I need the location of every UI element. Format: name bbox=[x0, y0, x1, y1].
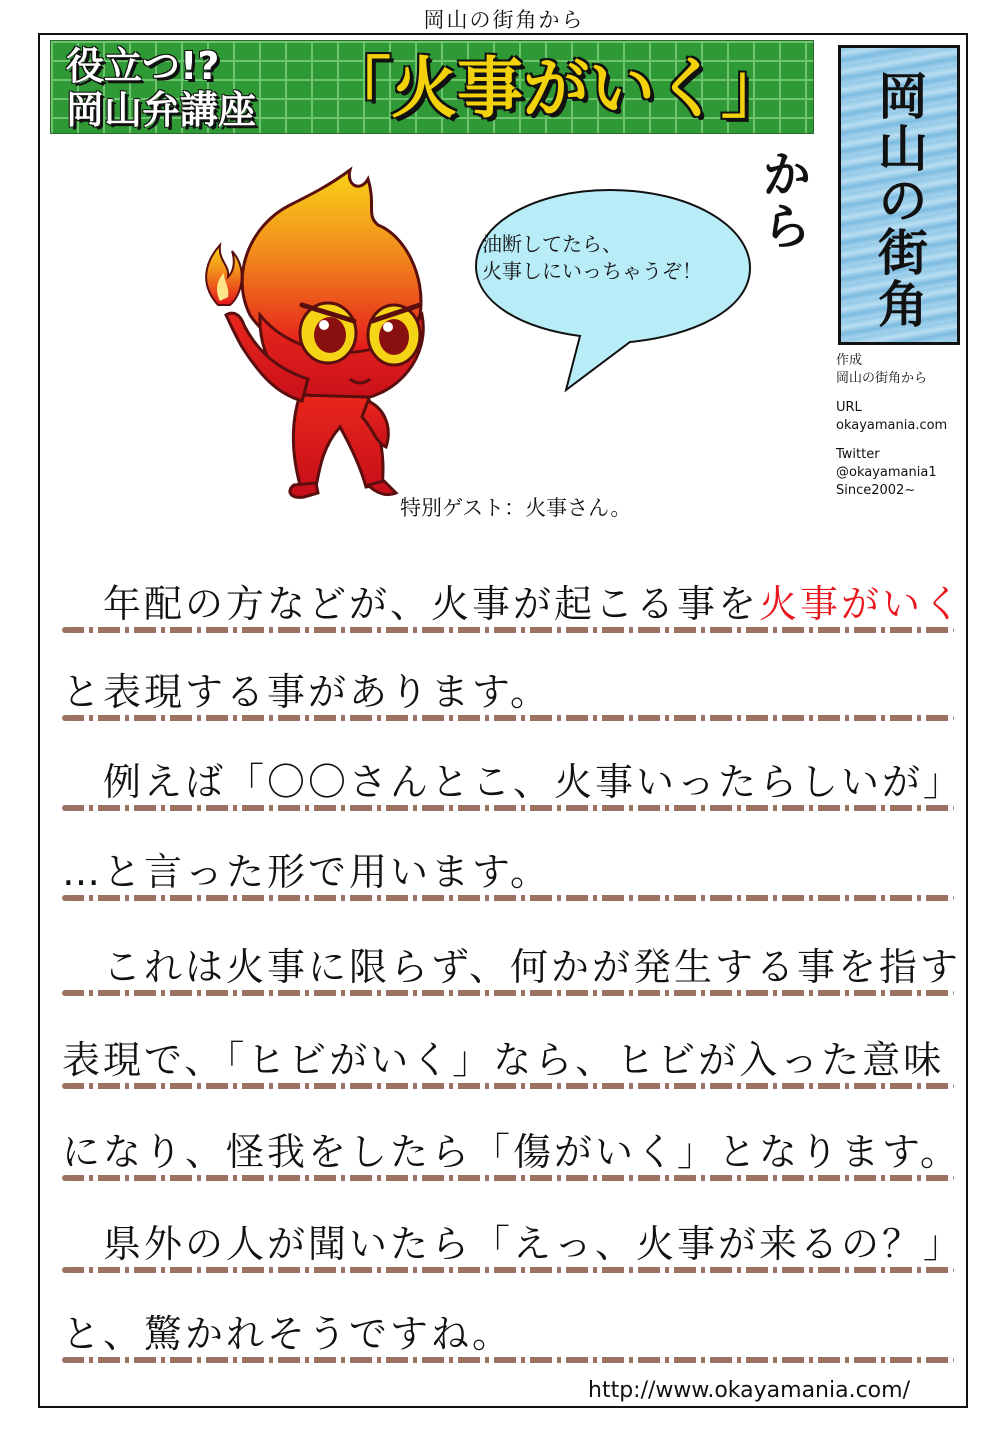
speech-bubble bbox=[460, 186, 760, 396]
banner-main-title: 「火事がいく」 bbox=[325, 50, 787, 127]
speech-line-2: 火事しにいっちゃうぞ！ bbox=[482, 259, 702, 283]
ruled-line bbox=[62, 627, 954, 633]
ruled-line bbox=[62, 895, 954, 901]
credits-author: 岡山の街角から bbox=[836, 371, 928, 386]
credits-url-label: URL bbox=[836, 400, 862, 415]
banner-subtitle bbox=[66, 44, 256, 132]
banner-subtitle-line1: 役立つ!? bbox=[66, 44, 220, 88]
ruled-line bbox=[62, 1357, 954, 1363]
speech-line-1: 油断してたら、 bbox=[482, 232, 622, 256]
ruled-line bbox=[62, 805, 954, 811]
ruled-line bbox=[62, 715, 954, 721]
credits-author-label: 作成 bbox=[836, 353, 863, 368]
body-line-9: と、驚かれそうですね。 bbox=[62, 1312, 514, 1356]
guest-caption: 特別ゲスト：火事さん。 bbox=[400, 496, 632, 520]
body-line-4: …と言った形で用います。 bbox=[62, 850, 551, 894]
body-line-7: になり、怪我をしたら「傷がいく」となります。 bbox=[62, 1130, 961, 1174]
credits-block bbox=[836, 352, 947, 500]
body-line-2: と表現する事があります。 bbox=[62, 670, 551, 714]
page-header-title: 岡山の街角から bbox=[423, 8, 585, 32]
side-title-panel bbox=[754, 45, 960, 345]
body-line-6: 表現で、「ヒビがいく」なら、ヒビが入った意味 bbox=[62, 1038, 945, 1082]
ruled-line bbox=[62, 1083, 954, 1089]
footer-url: http://www.okayamania.com/ bbox=[588, 1378, 910, 1403]
credits-twitter-label: Twitter bbox=[836, 447, 880, 462]
body-line-1-text: 年配の方などが、火事が起こる事を bbox=[62, 582, 760, 626]
body-line-8: 県外の人が聞いたら「えっ、火事が来るの？」 bbox=[62, 1222, 965, 1266]
credits-since: Since2002~ bbox=[836, 483, 916, 498]
body-line-5: これは火事に限らず、何かが発生する事を指す bbox=[62, 945, 961, 989]
ruled-line bbox=[62, 1267, 954, 1273]
body-highlight-term: 火事がいく bbox=[759, 582, 965, 626]
body-line-3: 例えば「〇〇さんとこ、火事いったらしいが」 bbox=[62, 760, 965, 804]
ruled-line bbox=[62, 990, 954, 996]
banner-subtitle-line2: 岡山弁講座 bbox=[66, 88, 257, 132]
fire-mascot-illustration bbox=[190, 165, 460, 510]
credits-url: okayamania.com bbox=[836, 418, 948, 433]
ruled-line bbox=[62, 1175, 954, 1181]
body-line-1 bbox=[62, 582, 964, 626]
credits-twitter: @okayamania1 bbox=[836, 465, 937, 480]
side-title-text: 岡山の街角から bbox=[754, 70, 928, 330]
speech-bubble-text bbox=[482, 231, 702, 285]
